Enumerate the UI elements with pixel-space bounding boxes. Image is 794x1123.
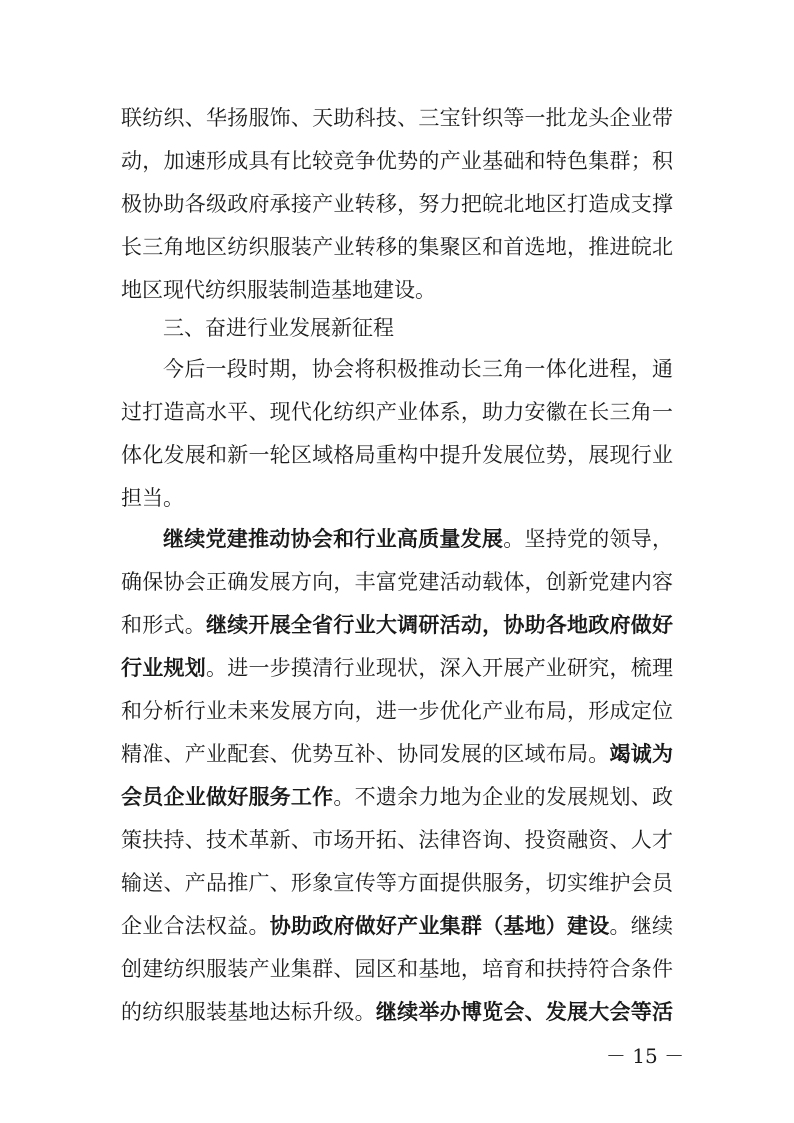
text-run: 和形式。 — [121, 613, 206, 637]
bold-phrase: 继续举办博览会、发展大会等活 — [375, 1000, 673, 1024]
paragraph-line: 今后一段时期，协会将积极推动长三角一体化进程，通 — [163, 357, 673, 381]
paragraph-line — [121, 775, 673, 819]
text-run: 。坚持党的领导， — [503, 527, 673, 551]
paragraph-line: 联纺织、华扬服饰、天助科技、三宝针织等一批龙头企业带 — [121, 106, 673, 130]
paragraph-line: 确保协会正确发展方向，丰富党建活动载体，创新党建内容 — [121, 570, 673, 594]
paragraph-line: 地区现代纺织服装制造基地建设。 — [121, 278, 436, 302]
text-run: 。不遗余力地为企业的发展规划、政 — [333, 785, 673, 809]
paragraph-line — [121, 732, 673, 776]
paragraph-line: 输送、产品推广、形象宣传等方面提供服务，切实维护会员 — [121, 871, 673, 895]
bold-phrase: 协助政府做好产业集群（基地）建设 — [269, 914, 610, 938]
paragraph-line: 创建纺织服装产业集群、园区和基地，培育和扶持符合条件 — [121, 957, 673, 981]
paragraph-line: 过打造高水平、现代化纺织产业体系，助力安徽在长三角一 — [121, 400, 673, 424]
text-run: 精准、产业配套、优势互补、协同发展的区域布局。 — [121, 742, 610, 766]
paragraph-line: 极协助各级政府承接产业转移，努力把皖北地区打造成支撑 — [121, 192, 673, 216]
paragraph-line — [121, 646, 673, 690]
text-run: 。进一步摸清行业现状，深入开展产业研究，梳理 — [205, 656, 673, 680]
paragraph-line — [121, 904, 673, 948]
paragraph-line: 体化发展和新一轮区域格局重构中提升发展位势，展现行业 — [121, 443, 673, 467]
paragraph-line: 担当。 — [121, 486, 184, 510]
paragraph-line — [121, 990, 673, 1034]
bold-phrase: 会员企业做好服务工作 — [121, 785, 334, 809]
bold-phrase: 竭诚为 — [609, 742, 673, 766]
text-run: 的纺织服装基地达标升级。 — [121, 1000, 376, 1024]
paragraph-line: 和分析行业未来发展方向，进一步优化产业布局，形成定位 — [121, 699, 673, 723]
text-run: 。继续 — [609, 914, 673, 938]
paragraph-line — [163, 517, 673, 561]
bold-phrase: 行业规划 — [121, 656, 206, 680]
paragraph-line: 动，加速形成具有比较竞争优势的产业基础和特色集群；积 — [121, 149, 673, 173]
section-heading: 三、奋进行业发展新征程 — [163, 316, 394, 340]
paragraph-line — [121, 603, 673, 647]
bold-phrase: 继续开展全省行业大调研活动，协助各地政府做好 — [205, 613, 673, 637]
bold-phrase: 继续党建推动协会和行业高质量发展 — [163, 527, 504, 551]
text-run: 企业合法权益。 — [121, 914, 270, 938]
paragraph-line: 长三角地区纺织服装产业转移的集聚区和首选地，推进皖北 — [121, 235, 673, 259]
paragraph-line: 策扶持、技术革新、市场开拓、法律咨询、投资融资、人才 — [121, 828, 673, 852]
page-number: － 15 － — [605, 1044, 685, 1068]
